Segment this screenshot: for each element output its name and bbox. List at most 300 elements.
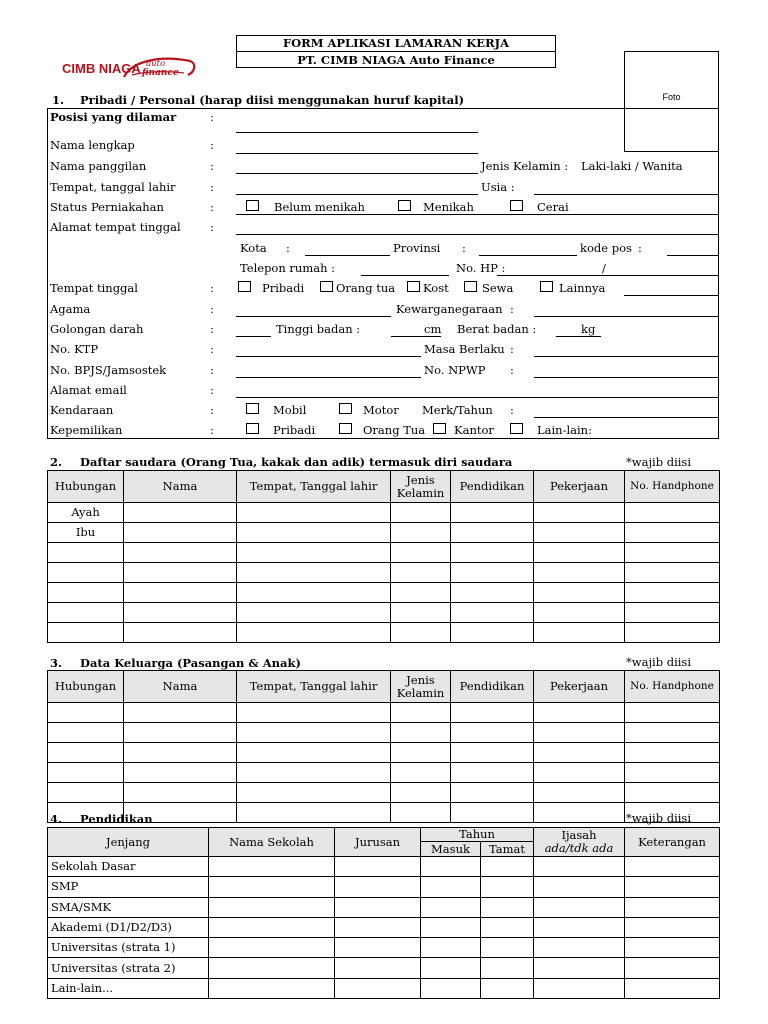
table-cell[interactable] — [534, 503, 625, 523]
row-label-cell[interactable] — [48, 703, 124, 723]
table-row — [48, 958, 720, 978]
berat-line[interactable] — [556, 336, 601, 337]
header-hubungan: Hubungan — [48, 471, 124, 503]
table-cell[interactable] — [451, 783, 534, 803]
checkbox-belum-menikah[interactable] — [246, 200, 259, 211]
table-cell[interactable] — [625, 897, 720, 917]
table-header-row — [48, 671, 720, 703]
label-tinggi: Tinggi badan : — [276, 322, 361, 336]
colon: : — [510, 363, 514, 377]
table-row — [48, 917, 720, 937]
header-hubungan: Hubungan — [48, 671, 124, 703]
checkbox-cerai[interactable] — [510, 200, 523, 211]
label-bpjs: No. BPJS/Jamsostek — [50, 363, 167, 377]
no-hp-line[interactable] — [497, 275, 719, 276]
table-cell[interactable] — [209, 958, 335, 978]
colon: : — [638, 241, 642, 255]
checkbox-mobil[interactable] — [246, 403, 259, 414]
opt-milik-kantor: Kantor — [454, 423, 494, 437]
table-cell[interactable] — [625, 543, 720, 563]
table-cell[interactable] — [534, 583, 625, 603]
provinsi-line[interactable] — [479, 255, 577, 256]
form-title: FORM APLIKASI LAMARAN KERJA — [283, 36, 509, 50]
table-cell[interactable] — [391, 723, 451, 743]
table-cell[interactable] — [421, 938, 481, 958]
header-pendidikan: Pendidikan — [451, 471, 534, 503]
logo-text: CIMB NIAGA — [62, 61, 141, 76]
table-cell[interactable] — [335, 978, 421, 998]
label-ktp: No. KTP — [50, 342, 99, 356]
npwp-line[interactable] — [534, 377, 719, 378]
header-jenis-kelamin: Jenis Kelamin — [391, 671, 451, 703]
label-email: Alamat email — [50, 383, 127, 397]
label-kepemilikan: Kepemilikan — [50, 423, 123, 437]
section2-title: Daftar saudara (Orang Tua, kakak dan adik) termasuk diri saudara — [80, 455, 513, 469]
label-merk: Merk/Tahun — [422, 403, 493, 417]
ttl-line[interactable] — [236, 194, 478, 195]
label-alamat: Alamat tempat tinggal — [50, 220, 181, 234]
table-cell[interactable] — [209, 857, 335, 877]
colon: : — [210, 159, 214, 173]
section4-title: Pendidikan — [80, 812, 153, 826]
colon: : — [210, 423, 214, 437]
no-hp-slash: / — [602, 261, 606, 275]
section1-number: 1. — [52, 93, 65, 107]
header-handphone: No. Handphone — [625, 671, 720, 703]
table-cell[interactable] — [534, 803, 625, 823]
section4-note: *wajib diisi — [626, 811, 692, 825]
table-cell[interactable] — [391, 703, 451, 723]
table-cell[interactable] — [391, 743, 451, 763]
header-tamat: Tamat — [481, 842, 534, 857]
table-cell[interactable] — [421, 958, 481, 978]
table-cell[interactable] — [421, 877, 481, 897]
section4-number: 4. — [50, 812, 63, 826]
label-posisi: Posisi yang dilamar — [50, 110, 177, 124]
tinggi-line[interactable] — [391, 336, 441, 337]
table-cell[interactable] — [391, 803, 451, 823]
row-label-cell[interactable]: Ayah — [48, 503, 124, 523]
table-cell[interactable] — [237, 603, 391, 623]
table-row — [48, 978, 720, 998]
table-cell[interactable] — [335, 917, 421, 937]
label-npwp: No. NPWP — [424, 363, 486, 377]
colon: : — [210, 180, 214, 194]
table-cell[interactable] — [391, 783, 451, 803]
opt-belum-menikah: Belum menikah — [274, 200, 365, 214]
row-label-cell[interactable]: SMA/SMK — [48, 897, 209, 917]
row-label-cell[interactable]: Universitas (strata 1) — [48, 938, 209, 958]
row-label-cell[interactable]: Akademi (D1/D2/D3) — [48, 917, 209, 937]
company-logo — [62, 53, 198, 84]
table-cell[interactable] — [534, 603, 625, 623]
table-cell[interactable] — [534, 523, 625, 543]
label-agama: Agama — [50, 302, 91, 316]
checkbox-milik-kantor[interactable] — [433, 423, 446, 434]
table-cell[interactable] — [451, 743, 534, 763]
table-cell[interactable] — [534, 978, 625, 998]
photo-label: Foto — [662, 92, 681, 102]
opt-tinggal-sewa: Sewa — [482, 281, 514, 295]
table-cell[interactable] — [534, 917, 625, 937]
table-cell[interactable] — [625, 857, 720, 877]
opt-milik-orang-tua: Orang Tua — [363, 423, 426, 437]
row-label-cell[interactable]: Sekolah Dasar — [48, 857, 209, 877]
header-handphone: No. Handphone — [625, 471, 720, 503]
colon: : — [210, 302, 214, 316]
table-cell[interactable] — [625, 763, 720, 783]
table-cell[interactable] — [625, 503, 720, 523]
siblings-table — [47, 470, 720, 643]
table-cell[interactable] — [534, 563, 625, 583]
header-nama-sekolah: Nama Sekolah — [209, 828, 335, 857]
opt-tinggal-kost: Kost — [423, 281, 449, 295]
section1-box — [47, 108, 719, 439]
table-cell[interactable] — [451, 623, 534, 643]
checkbox-milik-pribadi[interactable] — [246, 423, 259, 434]
telepon-line[interactable] — [361, 275, 449, 276]
table-cell[interactable] — [124, 703, 237, 723]
checkbox-milik-lain[interactable] — [510, 423, 523, 434]
table-cell[interactable] — [481, 877, 534, 897]
opt-tinggal-pribadi: Pribadi — [262, 281, 305, 295]
table-row — [48, 583, 720, 603]
table-cell[interactable] — [481, 857, 534, 877]
table-cell[interactable] — [481, 917, 534, 937]
table-cell[interactable] — [625, 978, 720, 998]
table-cell[interactable] — [237, 763, 391, 783]
opt-milik-lain: Lain-lain: — [537, 423, 592, 437]
opt-milik-pribadi: Pribadi — [273, 423, 316, 437]
header-ttl: Tempat, Tanggal lahir — [237, 671, 391, 703]
table-cell[interactable] — [335, 857, 421, 877]
colon: : — [210, 138, 214, 152]
colon: : — [210, 383, 214, 397]
table-cell[interactable] — [421, 857, 481, 877]
checkbox-tinggal-orang-tua[interactable] — [320, 281, 333, 292]
label-kota: Kota — [240, 241, 267, 255]
header-nama: Nama — [124, 471, 237, 503]
table-cell[interactable] — [625, 877, 720, 897]
agama-line[interactable] — [236, 316, 391, 317]
table-row — [48, 743, 720, 763]
colon: : — [210, 200, 214, 214]
header-nama: Nama — [124, 671, 237, 703]
row-label-cell[interactable] — [48, 543, 124, 563]
colon: : — [210, 110, 214, 124]
opt-mobil: Mobil — [273, 403, 307, 417]
table-row — [48, 523, 720, 543]
label-jenis-kelamin: Jenis Kelamin : — [481, 159, 569, 173]
merk-line[interactable] — [534, 417, 719, 418]
row-label-cell[interactable]: Ibu — [48, 523, 124, 543]
colon: : — [210, 403, 214, 417]
table-cell[interactable] — [124, 743, 237, 763]
colon: : — [510, 342, 514, 356]
table-row — [48, 703, 720, 723]
table-cell[interactable] — [534, 623, 625, 643]
table-cell[interactable] — [451, 723, 534, 743]
education-table — [47, 827, 720, 999]
table-cell[interactable] — [209, 938, 335, 958]
row-label-cell[interactable]: SMP — [48, 877, 209, 897]
label-nama-lengkap: Nama lengkap — [50, 138, 135, 152]
table-cell[interactable] — [534, 857, 625, 877]
row-label-cell[interactable]: Universitas (strata 2) — [48, 958, 209, 978]
table-cell[interactable] — [625, 703, 720, 723]
header-jenis-kelamin: Jenis Kelamin — [391, 471, 451, 503]
table-cell[interactable] — [124, 583, 237, 603]
section3-title: Data Keluarga (Pasangan & Anak) — [80, 656, 301, 670]
table-cell[interactable] — [534, 763, 625, 783]
table-cell[interactable] — [391, 543, 451, 563]
logo-graphic — [62, 53, 198, 81]
ktp-line[interactable] — [236, 356, 421, 357]
table-cell[interactable] — [391, 503, 451, 523]
header-jenjang: Jenjang — [48, 828, 209, 857]
colon: : — [210, 322, 214, 336]
label-kewarganegaraan: Kewarganegaraan — [396, 302, 503, 316]
checkbox-milik-orang-tua[interactable] — [339, 423, 352, 434]
kewarganegaraan-line[interactable] — [534, 316, 719, 317]
table-cell[interactable] — [625, 583, 720, 603]
colon: : — [510, 302, 514, 316]
label-masa-berlaku: Masa Berlaku — [424, 342, 505, 356]
table-cell[interactable] — [534, 703, 625, 723]
table-row — [48, 723, 720, 743]
tinggal-lainnya-line[interactable] — [624, 295, 719, 296]
label-usia: Usia : — [481, 180, 515, 194]
posisi-line[interactable] — [236, 132, 478, 133]
table-cell[interactable] — [625, 783, 720, 803]
kota-line[interactable] — [305, 255, 390, 256]
header-ijasah-note: ada/tdk ada — [544, 841, 614, 855]
table-cell[interactable] — [534, 897, 625, 917]
checkbox-tinggal-sewa[interactable] — [464, 281, 477, 292]
checkbox-tinggal-lainnya[interactable] — [540, 281, 553, 292]
checkbox-menikah[interactable] — [398, 200, 411, 211]
table-cell[interactable] — [451, 583, 534, 603]
checkbox-motor[interactable] — [339, 403, 352, 414]
nama-lengkap-line[interactable] — [236, 153, 478, 154]
label-telepon: Telepon rumah : — [240, 261, 336, 275]
table-cell[interactable] — [124, 623, 237, 643]
nama-panggilan-line[interactable] — [236, 173, 478, 174]
header-jurusan: Jurusan — [335, 828, 421, 857]
table-cell[interactable] — [625, 723, 720, 743]
row-label-cell[interactable] — [48, 723, 124, 743]
label-provinsi: Provinsi — [393, 241, 441, 255]
row-label-cell[interactable] — [48, 763, 124, 783]
table-cell[interactable] — [237, 803, 391, 823]
header-ijasah — [534, 828, 625, 857]
header-pendidikan: Pendidikan — [451, 671, 534, 703]
header-ttl: Tempat, Tanggal lahir — [237, 471, 391, 503]
table-cell[interactable] — [237, 743, 391, 763]
table-cell[interactable] — [124, 503, 237, 523]
section1-title: Pribadi / Personal (harap diisi menggunakan huruf kapital) — [80, 93, 465, 107]
header-pekerjaan: Pekerjaan — [534, 671, 625, 703]
label-tempat-tinggal: Tempat tinggal — [50, 281, 138, 295]
table-cell[interactable] — [237, 723, 391, 743]
table-row — [48, 877, 720, 897]
row-label-cell[interactable]: Lain-lain... — [48, 978, 209, 998]
table-cell[interactable] — [124, 763, 237, 783]
table-cell[interactable] — [534, 877, 625, 897]
label-nama-panggilan: Nama panggilan — [50, 159, 147, 173]
table-cell[interactable] — [391, 763, 451, 783]
table-cell[interactable] — [335, 897, 421, 917]
table-cell[interactable] — [237, 543, 391, 563]
table-cell[interactable] — [421, 897, 481, 917]
table-cell[interactable] — [451, 703, 534, 723]
table-cell[interactable] — [451, 503, 534, 523]
logo-sub-top: auto — [146, 59, 166, 69]
table-cell[interactable] — [124, 603, 237, 623]
table-cell[interactable] — [625, 603, 720, 623]
table-cell[interactable] — [209, 917, 335, 937]
opt-menikah: Menikah — [423, 200, 474, 214]
table-row — [48, 857, 720, 877]
header-pekerjaan: Pekerjaan — [534, 471, 625, 503]
header-masuk: Masuk — [421, 842, 481, 857]
row-label-cell[interactable] — [48, 563, 124, 583]
opt-tinggal-orang-tua: Orang tua — [336, 281, 396, 295]
table-cell[interactable] — [534, 743, 625, 763]
table-cell[interactable] — [534, 938, 625, 958]
table-cell[interactable] — [534, 723, 625, 743]
table-cell[interactable] — [391, 523, 451, 543]
table-cell[interactable] — [481, 938, 534, 958]
label-status: Status Perniakahan — [50, 200, 164, 214]
label-kode-pos: kode pos — [580, 241, 632, 255]
table-cell[interactable] — [124, 563, 237, 583]
colon: : — [210, 363, 214, 377]
header-ijasah-label: Ijasah — [561, 828, 597, 842]
table-cell[interactable] — [625, 563, 720, 583]
table-cell[interactable] — [237, 583, 391, 603]
bpjs-line[interactable] — [236, 377, 421, 378]
company-title: PT. CIMB NIAGA Auto Finance — [297, 53, 495, 67]
table-cell[interactable] — [209, 897, 335, 917]
colon: : — [210, 281, 214, 295]
table-row — [48, 563, 720, 583]
section2-note: *wajib diisi — [626, 455, 692, 469]
masa-berlaku-line[interactable] — [534, 356, 719, 357]
table-row — [48, 763, 720, 783]
checkbox-tinggal-pribadi[interactable] — [238, 281, 251, 292]
unit-cm: cm — [424, 322, 442, 336]
table-cell[interactable] — [421, 978, 481, 998]
table-row — [48, 503, 720, 523]
table-cell[interactable] — [451, 563, 534, 583]
colon: : — [462, 241, 466, 255]
row-label-cell[interactable] — [48, 783, 124, 803]
table-cell[interactable] — [335, 877, 421, 897]
row-label-cell[interactable] — [48, 583, 124, 603]
table-cell[interactable] — [451, 763, 534, 783]
table-cell[interactable] — [625, 938, 720, 958]
table-cell[interactable] — [534, 783, 625, 803]
logo-sub-bottom: finance — [142, 68, 179, 78]
table-cell[interactable] — [237, 563, 391, 583]
table-cell[interactable] — [124, 783, 237, 803]
label-golongan: Golongan darah — [50, 322, 144, 336]
email-line[interactable] — [236, 397, 719, 398]
table-cell[interactable] — [237, 623, 391, 643]
table-cell[interactable] — [209, 877, 335, 897]
opt-tinggal-lainnya: Lainnya — [559, 281, 606, 295]
golongan-line[interactable] — [236, 336, 271, 337]
label-no-hp: No. HP : — [456, 261, 506, 275]
table-cell[interactable] — [237, 523, 391, 543]
table-cell[interactable] — [481, 897, 534, 917]
table-cell[interactable] — [391, 603, 451, 623]
table-cell[interactable] — [481, 958, 534, 978]
row-label-cell[interactable] — [48, 743, 124, 763]
section2-number: 2. — [50, 455, 63, 469]
table-header-row — [48, 828, 720, 842]
table-row — [48, 603, 720, 623]
header-keterangan: Keterangan — [625, 828, 720, 857]
table-cell[interactable] — [237, 783, 391, 803]
table-cell[interactable] — [625, 958, 720, 978]
checkbox-tinggal-kost[interactable] — [407, 281, 420, 292]
table-cell[interactable] — [335, 938, 421, 958]
table-cell[interactable] — [625, 523, 720, 543]
table-cell[interactable] — [391, 563, 451, 583]
table-cell[interactable] — [124, 523, 237, 543]
table-cell[interactable] — [451, 543, 534, 563]
row-label-cell[interactable] — [48, 603, 124, 623]
table-cell[interactable] — [335, 958, 421, 978]
table-cell[interactable] — [124, 723, 237, 743]
table-cell[interactable] — [625, 743, 720, 763]
table-row — [48, 897, 720, 917]
table-cell[interactable] — [237, 503, 391, 523]
colon: : — [510, 403, 514, 417]
table-cell[interactable] — [237, 703, 391, 723]
table-row — [48, 543, 720, 563]
table-cell[interactable] — [625, 623, 720, 643]
alamat-line[interactable] — [236, 234, 719, 235]
table-cell[interactable] — [451, 603, 534, 623]
usia-line[interactable] — [534, 194, 719, 195]
label-kendaraan: Kendaraan — [50, 403, 114, 417]
table-cell[interactable] — [534, 543, 625, 563]
table-cell[interactable] — [391, 623, 451, 643]
table-cell[interactable] — [451, 803, 534, 823]
table-row — [48, 938, 720, 958]
table-cell[interactable] — [481, 978, 534, 998]
table-cell[interactable] — [451, 523, 534, 543]
table-cell[interactable] — [209, 978, 335, 998]
colon: : — [210, 342, 214, 356]
table-row — [48, 623, 720, 643]
table-cell[interactable] — [625, 917, 720, 937]
jenis-kelamin-value: Laki-laki / Wanita — [581, 159, 683, 173]
table-cell[interactable] — [391, 583, 451, 603]
family-table — [47, 670, 720, 823]
table-cell[interactable] — [534, 958, 625, 978]
row-label-cell[interactable] — [48, 623, 124, 643]
table-cell[interactable] — [421, 917, 481, 937]
label-berat: Berat badan : — [457, 322, 537, 336]
colon: : — [286, 241, 290, 255]
kode-pos-line[interactable] — [667, 255, 719, 256]
table-cell[interactable] — [124, 543, 237, 563]
section3-note: *wajib diisi — [626, 655, 692, 669]
